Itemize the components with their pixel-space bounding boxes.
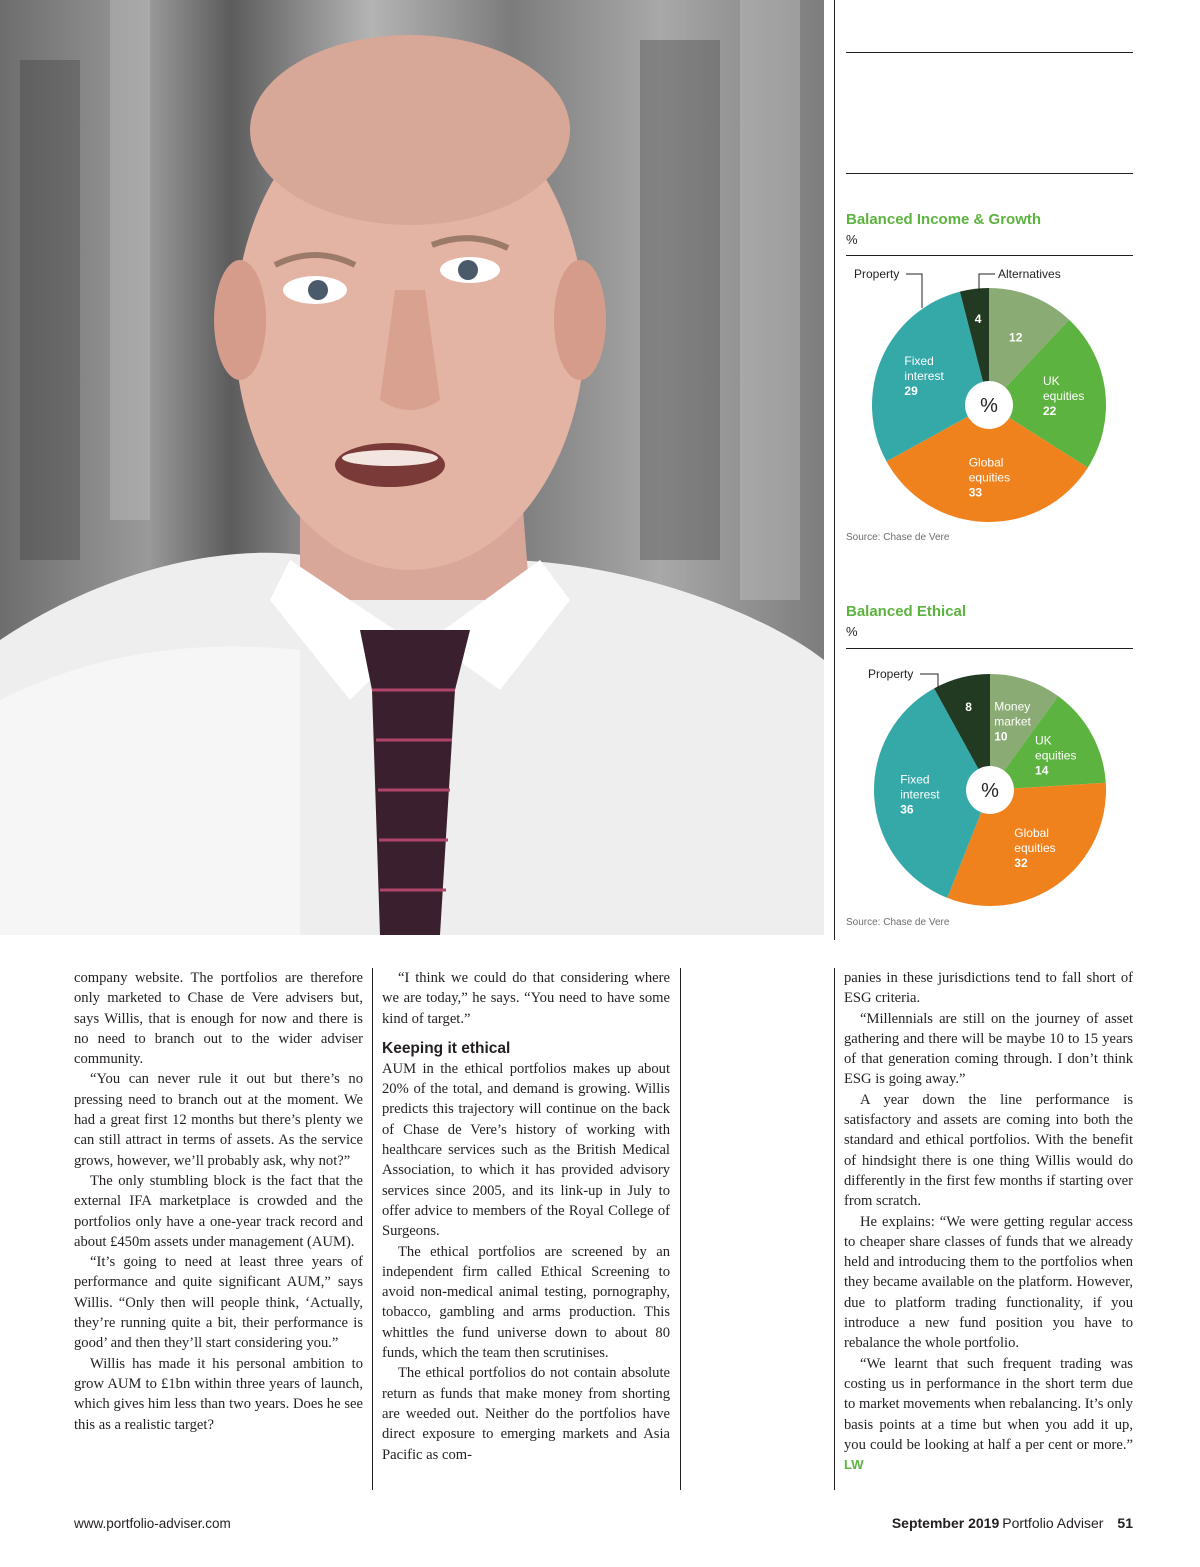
slice-value-text: 32 bbox=[1014, 856, 1028, 871]
sidebar-top-rule bbox=[846, 52, 1133, 53]
slice-value-text: 22 bbox=[1042, 403, 1057, 418]
chart-1-rule bbox=[846, 255, 1133, 256]
slice-value-text: 29 bbox=[904, 384, 918, 399]
callout-line-property bbox=[906, 274, 922, 308]
chart-1-pie bbox=[846, 262, 1136, 527]
slice-label-alternatives bbox=[1009, 331, 1023, 345]
slice-value-text: 14 bbox=[1035, 763, 1049, 778]
col2-intro: “I think we could do that considering where we are today,” he says. “You need to have some kind of target.” bbox=[382, 970, 670, 1027]
callout-label-alternatives: Alternatives bbox=[998, 267, 1061, 281]
chart-1-unit: % bbox=[846, 232, 858, 247]
footer-issue: September 2019 bbox=[891, 1515, 1000, 1531]
footer-publication: Portfolio Adviser bbox=[1002, 1515, 1104, 1531]
col1-para-3: The only stumbling block is the fact that the external IFA marketplace is crowded and the portfolios only have a one-year track record and about £450m assets under management (AUM). bbox=[74, 1172, 363, 1250]
article-column-2 bbox=[382, 968, 670, 1465]
slice-category-text: Global bbox=[968, 455, 1004, 470]
author-signature: LW bbox=[844, 1457, 864, 1473]
slice-label-property bbox=[975, 312, 982, 326]
col1-para-4: “It’s going to need at least three years of performance and quite significant AUM,” says Willis. “Only then will people think, ‘Actually, they’re running quite a bit, their performance is good’ and then they’ll start considering you.” bbox=[74, 1254, 363, 1352]
slice-category-text: interest bbox=[904, 369, 944, 384]
portrait-photo bbox=[0, 0, 824, 935]
article-column-3 bbox=[844, 968, 1133, 1475]
col3-para-2: “Millennials are still on the journey of asset gathering and there will be maybe 10 to 15 years of that generation coming through. I don’t think ESG is going away.” bbox=[844, 1010, 1133, 1088]
footer-url[interactable]: www.portfolio-adviser.com bbox=[74, 1516, 231, 1531]
chart-1-title: Balanced Income & Growth bbox=[846, 211, 1042, 228]
slice-category-text: market bbox=[994, 714, 1031, 729]
chart-2-pie bbox=[846, 662, 1136, 910]
chart-2-rule bbox=[846, 648, 1133, 649]
column-divider-3 bbox=[834, 968, 835, 1490]
col1-para-2: “You can never rule it out but there’s no pressing need to branch out at the moment. We had a great first 12 months but there’s plenty we can still attract in terms of assets. As the service grows, however, we’ll probably ask, why not?” bbox=[74, 1071, 363, 1169]
article-column-1 bbox=[74, 968, 363, 1435]
slice-category-text: interest bbox=[900, 787, 940, 802]
slice-label-property bbox=[965, 700, 972, 714]
chart-1-source: Source: Chase de Vere bbox=[846, 532, 950, 543]
slice-category-text: Money bbox=[994, 699, 1031, 714]
column-divider-2 bbox=[680, 968, 681, 1490]
callout-label-property: Property bbox=[854, 267, 900, 281]
photo-sidebar-divider bbox=[834, 0, 835, 940]
slice-category-text: equities bbox=[968, 470, 1011, 485]
pie-center-label: % bbox=[980, 395, 998, 417]
col2-para-1: AUM in the ethical portfolios makes up about 20% of the total, and demand is growing. Willis predicts this trajectory will continue on the back of Chase de Vere’s history of working with healthcare services such as the British Medical Association, to which it has provided advisory services since 2005, and its link-up in July to offer advice to members of the Royal College of Surgeons. bbox=[382, 1060, 670, 1240]
slice-category-text: equities bbox=[1014, 841, 1056, 856]
slice-category-text: Fixed bbox=[904, 354, 934, 369]
chart-2-unit: % bbox=[846, 624, 858, 639]
slice-value-text: 4 bbox=[974, 312, 982, 327]
slice-category-text: equities bbox=[1042, 388, 1085, 403]
callout-line-property bbox=[920, 674, 938, 688]
slice-value-text: 8 bbox=[965, 699, 972, 714]
callout-label-property: Property bbox=[868, 667, 914, 681]
slice-category-text: UK bbox=[1042, 373, 1060, 388]
col3-para-5-text: “We learnt that such frequent trading was costing us in performance in the short term due to market movements when rebalancing. It’s only basis points at a time but when you add it up, you could be looking at half a per cent or more.” bbox=[844, 1355, 1133, 1453]
chart-2-title: Balanced Ethical bbox=[846, 603, 967, 620]
column-divider-1 bbox=[372, 968, 373, 1490]
section-heading: Keeping it ethical bbox=[382, 1039, 511, 1057]
col1-para-1: company website. The portfolios are therefore only marketed to Chase de Vere advisers but, says Willis, that is enough for now and there is no need to branch out to the wider adviser community. bbox=[74, 970, 363, 1068]
slice-value-text: 33 bbox=[968, 485, 983, 500]
col3-para-3: A year down the line performance is satisfactory and assets are coming into both the standard and ethical portfolios. With the benefit of hindsight there is one thing Willis would do differently in the first few months if starting over from scratch. bbox=[844, 1091, 1133, 1210]
page-number: 51 bbox=[1117, 1515, 1133, 1531]
slice-category-text: Fixed bbox=[900, 772, 930, 787]
col2-para-3: The ethical portfolios do not contain absolute return as funds that make money from shorting are weeded out. Neither do the portfolios have direct exposure to emerging markets and Asia Pacific as com- bbox=[382, 1365, 670, 1463]
col3-para-4: He explains: “We were getting regular access to cheaper share classes of funds that we already held and introducing them to the portfolios when they became available on the platform. However, due to platform trading functionality, if you introduce a new fund position you have to rebalance the whole portfolio. bbox=[844, 1213, 1133, 1352]
footer-issue-info bbox=[892, 1515, 1133, 1531]
slice-value-text: 12 bbox=[1009, 330, 1023, 345]
slice-category-text: Global bbox=[1014, 826, 1049, 841]
col3-para-1: panies in these jurisdictions tend to fall short of ESG criteria. bbox=[844, 970, 1133, 1007]
pie-center-label: % bbox=[981, 780, 999, 802]
sidebar-second-rule bbox=[846, 173, 1133, 174]
portrait-illustration bbox=[0, 0, 824, 935]
slice-category-text: UK bbox=[1035, 733, 1052, 748]
slice-category-text: equities bbox=[1035, 748, 1077, 763]
slice-value-text: 10 bbox=[994, 729, 1008, 744]
chart-2-source: Source: Chase de Vere bbox=[846, 917, 950, 928]
slice-value-text: 36 bbox=[900, 802, 914, 817]
col3-para-5 bbox=[844, 1354, 1133, 1476]
col1-para-5: Willis has made it his personal ambition to grow AUM to £1bn within three years of launch, which gives him less than two years. Does he see this as a realistic target? bbox=[74, 1355, 363, 1433]
col2-para-2: The ethical portfolios are screened by an independent firm called Ethical Screening to avoid non-medical animal testing, pornography, tobacco, gambling and arms production. This whittles the fund universe down to about 80 funds, which the team then scrutinises. bbox=[382, 1243, 670, 1362]
